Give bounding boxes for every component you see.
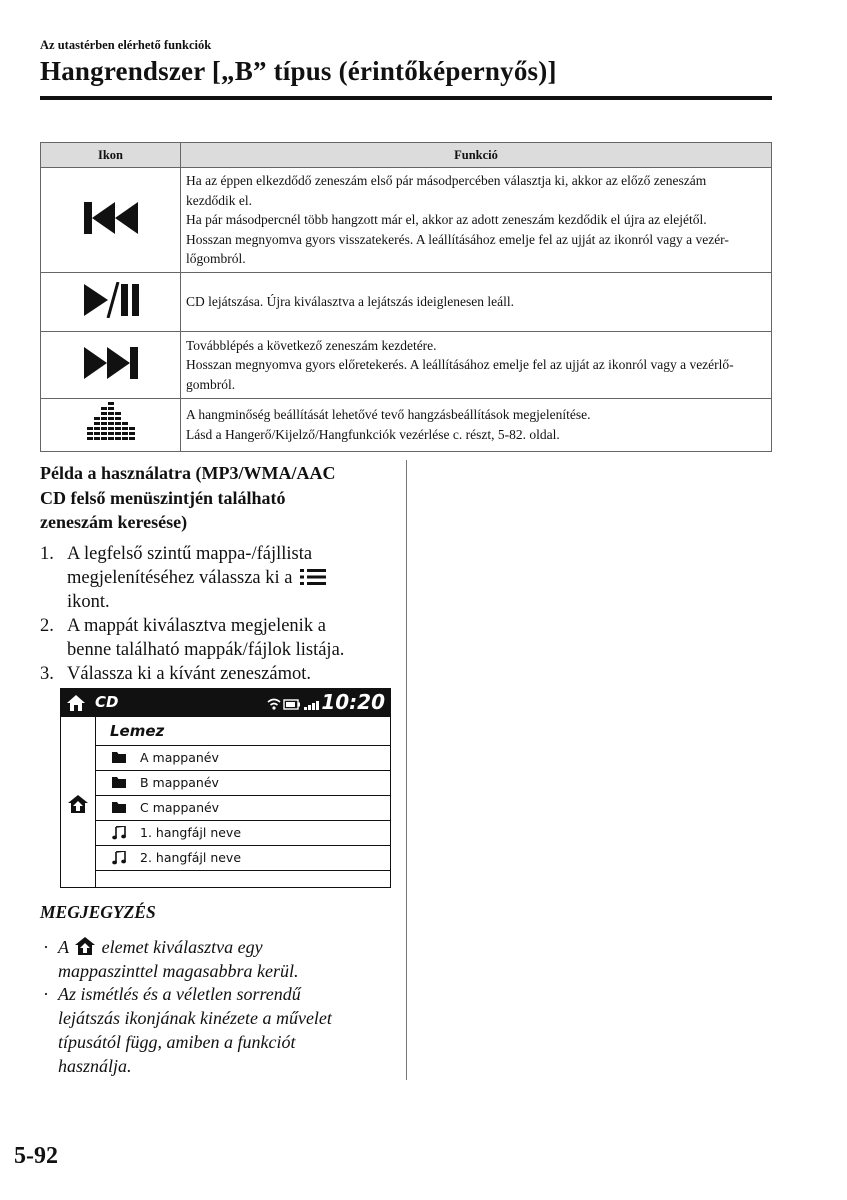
list-item[interactable]: A mappanév — [96, 746, 390, 771]
list-item[interactable]: 2. hangfájl neve — [96, 846, 390, 871]
column-header-function: Funkció — [181, 143, 772, 168]
folder-icon — [112, 776, 126, 788]
function-description: Továbblépés a következő zeneszám kezdetére. Hosszan megnyomva gyors előretekerés. A leállításához emelje fel az ujját az ikonról vagy a vezérlő- gombról. — [181, 332, 772, 399]
table-header-row — [41, 143, 772, 168]
step-item: 2. A mappát kiválasztva megjelenik a benne található mappák/fájlok listája. — [40, 616, 345, 660]
file-list — [96, 746, 390, 871]
column-header-icon: Ikon — [41, 143, 181, 168]
note-item: · Az ismétlés és a véletlen sorrendű lejátszás ikonjának kinézete a művelet típusától függ, amiben a funkciót használja. — [43, 984, 332, 1076]
table-row — [41, 273, 772, 332]
list-item[interactable]: 1. hangfájl neve — [96, 821, 390, 846]
column-divider — [406, 460, 407, 1080]
function-description: A hangminőség beállítását lehetővé tevő hangzásbeállítások megjelenítése. Lásd a Hangerő/Kijelző/Hangfunkciók vezérlése c. részt, 5-82. oldal. — [181, 399, 772, 452]
page-title: Hangrendszer [„B” típus (érintőképernyős)] — [40, 56, 557, 86]
title-rule — [40, 96, 772, 100]
screen-source: CD — [95, 693, 119, 711]
step-item: 1. A legfelső szintű mappa-/fájllista megjelenítéséhez válassza ki a ikont. — [40, 542, 385, 614]
signal-icon — [304, 701, 319, 710]
music-note-icon — [112, 851, 126, 865]
note-item: · A elemet kiválasztva egy mappaszinttel magasabbra kerül. — [43, 937, 299, 981]
table-row — [41, 332, 772, 399]
table-row — [41, 399, 772, 452]
folder-icon — [112, 801, 126, 813]
wifi-icon — [268, 700, 280, 706]
function-description: CD lejátszása. Újra kiválasztva a lejátszás ideiglenesen leáll. — [181, 273, 772, 332]
function-table — [40, 142, 772, 452]
screen-header — [61, 689, 390, 717]
example-heading: Példa a használatra (MP3/WMA/AAC CD felső menüszintjén található zeneszám keresése) — [40, 463, 336, 532]
music-note-icon — [112, 826, 126, 840]
folder-up-icon — [75, 937, 95, 955]
folder-up-icon[interactable] — [68, 795, 88, 813]
section-label: Az utastérben elérhető funkciók — [40, 38, 212, 52]
status-icons — [267, 697, 323, 711]
list-icon — [300, 569, 326, 585]
steps-list — [40, 542, 385, 686]
function-description: Ha az éppen elkezdődő zeneszám első pár másodpercében választja ki, akkor az előző zeneszám kezdődik el. Ha pár másodpercnél több hangzott már el, akkor az adott zeneszám kezdődik el újra az elejétől. Hosszan megnyomva gyors visszatekerés. A leállításához emelje fel az ujját az ikonról vagy a vezér- lőgombról. — [181, 168, 772, 273]
clock-time: 10:20 — [321, 690, 385, 714]
note-title: MEGJEGYZÉS — [40, 902, 156, 922]
play-pause-icon — [81, 282, 141, 318]
page-number: 5-92 — [14, 1143, 58, 1169]
table-row — [41, 168, 772, 273]
list-item[interactable]: B mappanév — [96, 771, 390, 796]
list-item[interactable]: C mappanév — [96, 796, 390, 821]
battery-icon — [284, 700, 300, 709]
next-track-icon — [82, 345, 140, 381]
home-icon[interactable] — [67, 695, 85, 711]
previous-track-icon — [82, 200, 140, 236]
current-folder-title: Lemez — [96, 717, 390, 746]
equalizer-icon — [87, 401, 135, 445]
screen-sidebar — [61, 717, 96, 887]
folder-icon — [112, 751, 126, 763]
notes-list — [40, 936, 385, 1078]
screen-illustration — [60, 688, 391, 888]
step-item: 3. Válassza ki a kívánt zeneszámot. — [40, 664, 311, 684]
